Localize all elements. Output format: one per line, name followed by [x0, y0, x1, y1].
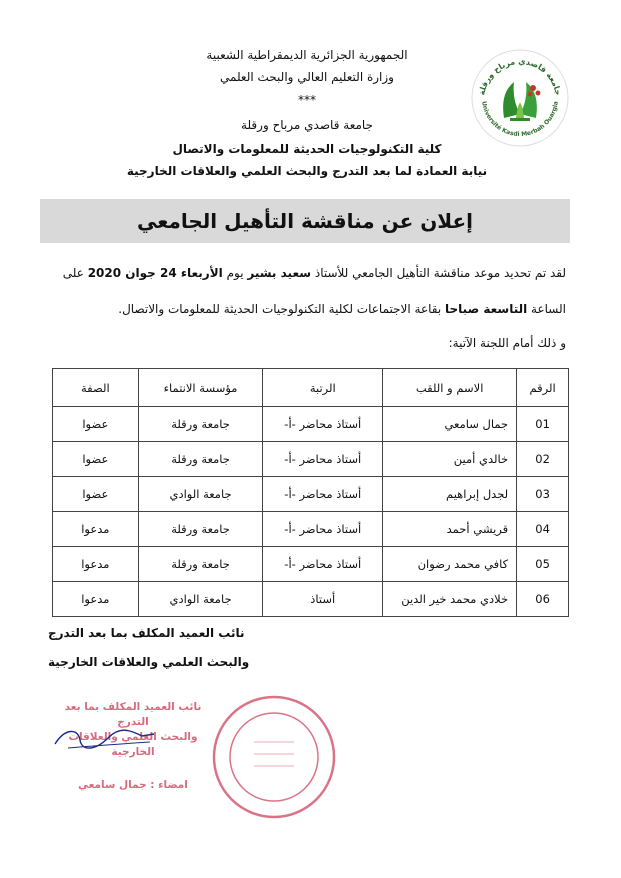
cell-institution: جامعة الوادي: [138, 582, 263, 617]
cell-num: 01: [517, 407, 569, 442]
cell-institution: جامعة ورقلة: [138, 547, 263, 582]
cell-name: كافي محمد رضوان: [383, 547, 517, 582]
cell-role: مدعوا: [53, 582, 139, 617]
cell-name: جمال سامعي: [383, 407, 517, 442]
defense-time: التاسعة صباحا: [445, 302, 528, 316]
cell-name: لجدل إبراهيم: [383, 477, 517, 512]
stamp-signer: امضاء : جمال سامعي: [78, 779, 188, 791]
cell-role: عضوا: [53, 477, 139, 512]
header-university: جامعة قاصدي مرباح ورقلة: [241, 118, 373, 132]
cell-name: خلادي محمد خير الدين: [383, 582, 517, 617]
table-row: [53, 547, 569, 582]
cell-institution: جامعة ورقلة: [138, 407, 263, 442]
cell-role: مدعوا: [53, 547, 139, 582]
committee-table: [52, 368, 569, 617]
cell-institution: جامعة ورقلة: [138, 512, 263, 547]
body-line-1-part-3: على: [62, 266, 88, 280]
defense-date: الأربعاء 24 جوان 2020: [87, 266, 223, 280]
cell-name: خالدي أمين: [383, 442, 517, 477]
logo-arabic-text: جامعة قاصدي مرباح ورقلة: [477, 56, 563, 97]
candidate-name: سعيد بشير: [247, 266, 312, 280]
stamp-line-1: نائب العميد المكلف بما بعد التدرج: [64, 701, 202, 728]
cell-rank: أستاذ محاضر -أ-: [263, 512, 383, 547]
body-line-2-part-1: الساعة: [527, 302, 566, 316]
header-institution: مؤسسة الانتماء: [138, 369, 263, 407]
university-logo: [470, 48, 570, 148]
header-ministry: وزارة التعليم العالي والبحث العلمي: [220, 70, 394, 84]
cell-num: 06: [517, 582, 569, 617]
signatory-title-line-2: والبحث العلمي والعلاقات الخارجية: [48, 655, 250, 669]
seal-text: [198, 682, 206, 684]
table-row: [53, 582, 569, 617]
cell-role: عضوا: [53, 442, 139, 477]
cell-institution: جامعة الوادي: [138, 477, 263, 512]
header-republic: الجمهورية الجزائرية الديمقراطية الشعبية: [206, 48, 408, 62]
header-separator: ***: [298, 93, 316, 107]
body-line-1-part-1: لقد تم تحديد موعد مناقشة التأهيل الجامعي للأستاذ: [311, 266, 566, 280]
cell-rank: أستاذ محاضر -أ-: [263, 547, 383, 582]
body-line-2: [118, 302, 566, 316]
cell-rank: أستاذ محاضر -أ-: [263, 477, 383, 512]
table-row: [53, 407, 569, 442]
body-line-3: و ذلك أمام اللجنة الآتية:: [448, 336, 566, 350]
cell-role: مدعوا: [53, 512, 139, 547]
body-line-1-part-2: يوم: [222, 266, 248, 280]
logo-latin-text: Université Kasdi Merbah Ouargla: [480, 100, 560, 139]
header-rank: الرتبة: [263, 369, 383, 407]
cell-rank: أستاذ محاضر -أ-: [263, 442, 383, 477]
cell-name: قريشي أحمد: [383, 512, 517, 547]
header-deanship: نيابة العمادة لما بعد التدرج والبحث العلمي والعلاقات الخارجية: [126, 164, 488, 178]
table-row: [53, 512, 569, 547]
cell-role: عضوا: [53, 407, 139, 442]
table-row: [53, 442, 569, 477]
table-header-row: [53, 369, 569, 407]
cell-num: 05: [517, 547, 569, 582]
handwritten-signature: [50, 722, 160, 754]
cell-num: 02: [517, 442, 569, 477]
cell-rank: أستاذ محاضر -أ-: [263, 407, 383, 442]
cell-num: 04: [517, 512, 569, 547]
header-faculty: كلية التكنولوجيات الحديثة للمعلومات والاتصال: [172, 142, 442, 156]
header-name: الاسم و اللقب: [383, 369, 517, 407]
header-role: الصفة: [53, 369, 139, 407]
body-line-1: [63, 266, 566, 280]
svg-text:جامعة قاصدي مرباح ورقلة - كلية: [198, 682, 206, 684]
body-line-2-part-2: بقاعة الاجتماعات لكلية التكنولوجيات الحديثة للمعلومات والاتصال.: [118, 302, 446, 316]
header-num: الرقم: [517, 369, 569, 407]
signatory-title-line-1: نائب العميد المكلف بما بعد التدرج: [48, 626, 245, 640]
cell-rank: أستاذ: [263, 582, 383, 617]
stamp-line-2: والبحث العلمي والعلاقات الخارجية: [68, 731, 198, 758]
cell-num: 03: [517, 477, 569, 512]
cell-institution: جامعة ورقلة: [138, 442, 263, 477]
table-row: [53, 477, 569, 512]
announcement-title: إعلان عن مناقشة التأهيل الجامعي: [40, 199, 570, 243]
